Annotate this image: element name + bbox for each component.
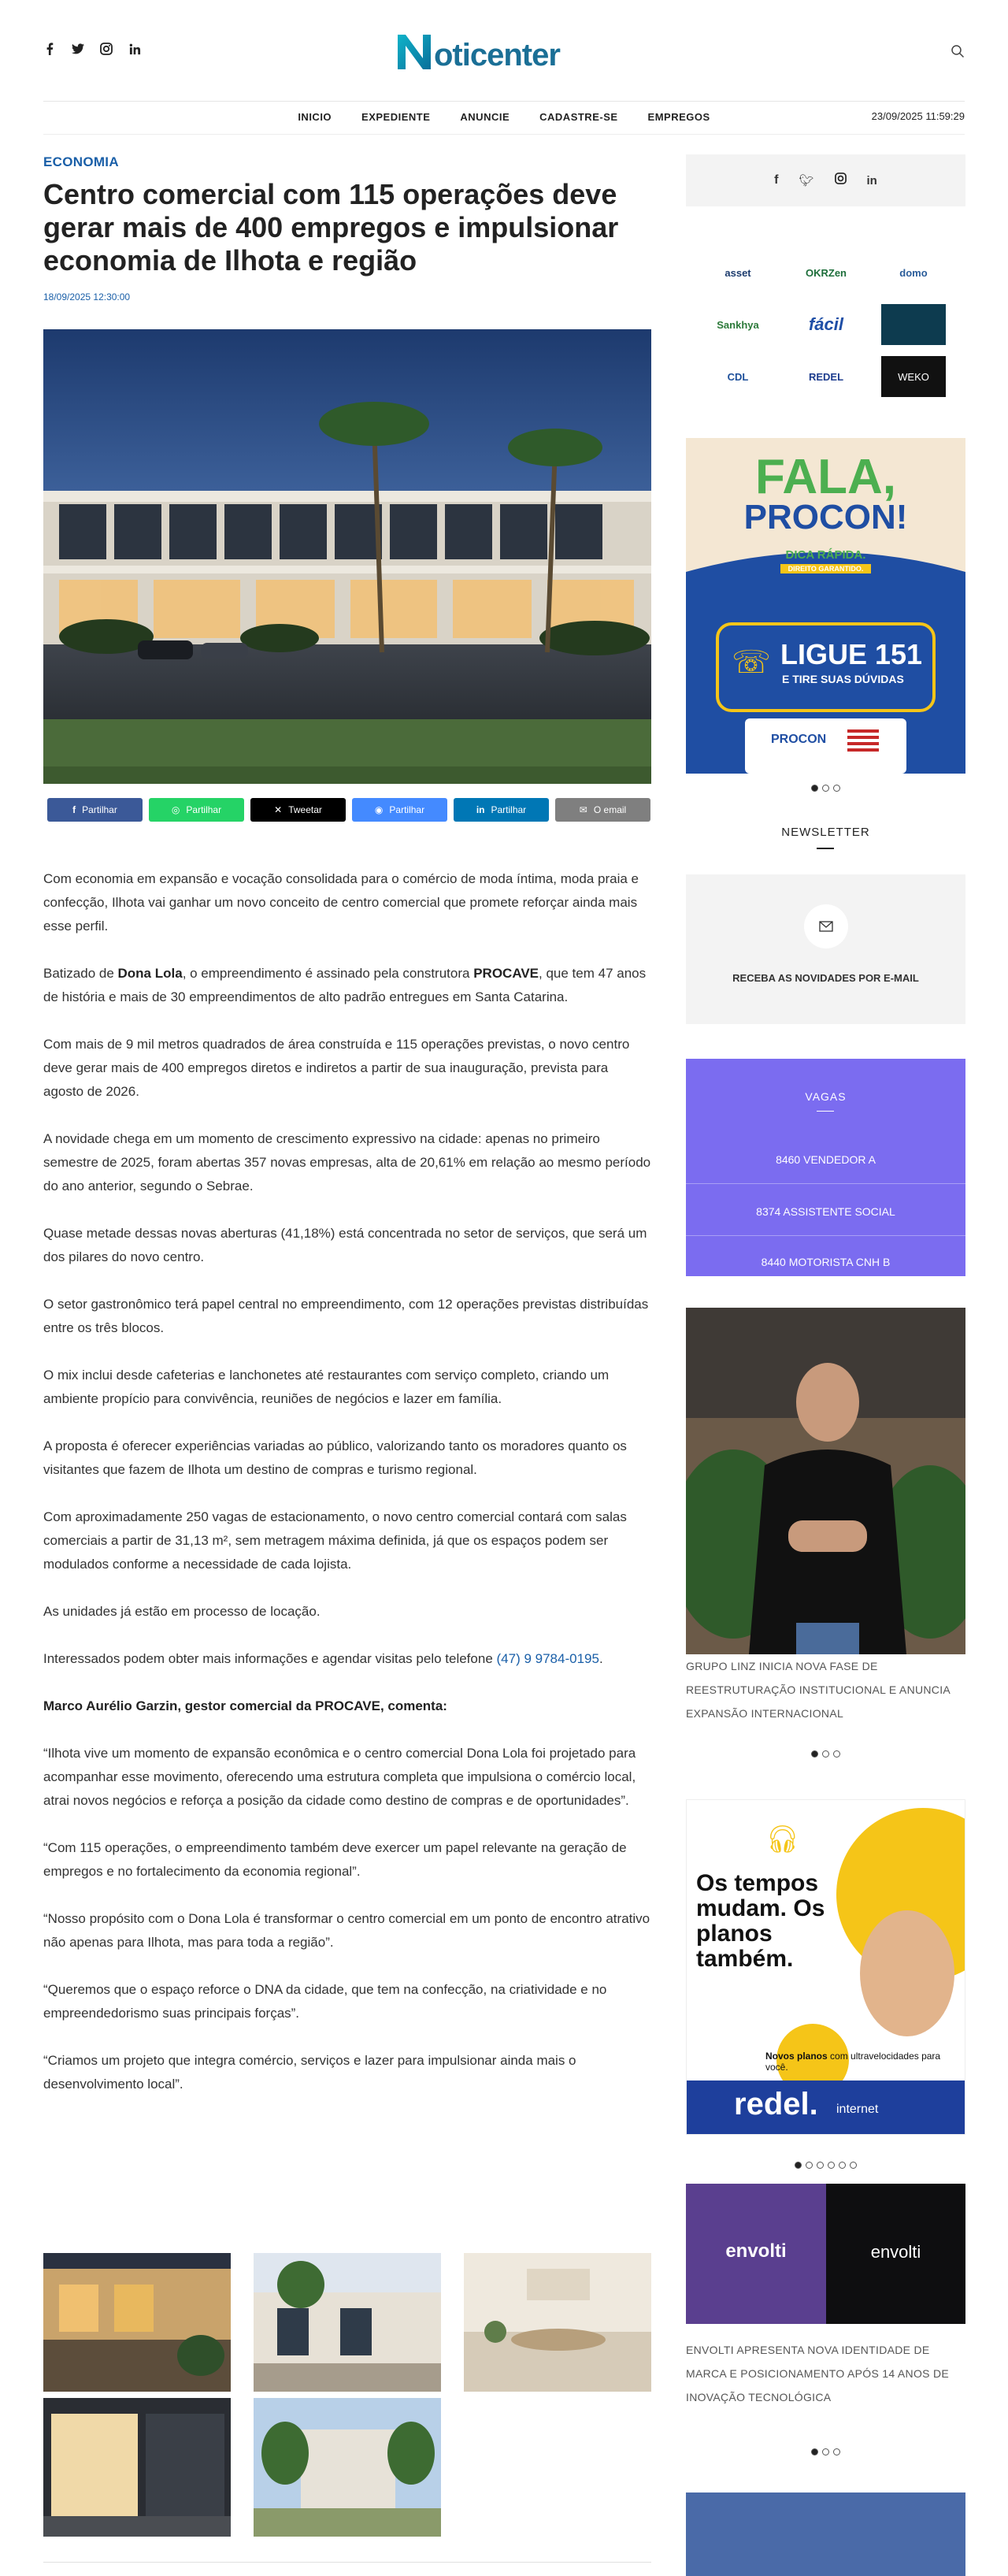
messenger-icon: ◉ bbox=[374, 804, 384, 815]
instagram-icon[interactable] bbox=[835, 173, 847, 188]
article-paragraph: A proposta é oferecer experiências variadas ao público, valorizando tanto os moradores quanto os visitantes que fazem de Ilhota um destino de compras e turismo regional. bbox=[43, 1438, 627, 1477]
email-icon: ✉ bbox=[579, 804, 587, 815]
facebook-icon[interactable]: f bbox=[774, 173, 779, 187]
newsletter-underline bbox=[817, 848, 834, 849]
text-span: , que tem 47 anos de história e mais de 30 empreendimentos de alto padrão entregues em Santa Catarina. bbox=[43, 966, 647, 1004]
story-image-envolti[interactable] bbox=[686, 2184, 965, 2324]
text-span: . bbox=[598, 1651, 603, 1666]
article-paragraph bbox=[43, 1647, 651, 1671]
job-item[interactable]: 8440 MOTORISTA CNH B bbox=[761, 1256, 891, 1268]
envolti-logo-left: envolti bbox=[725, 2240, 787, 2262]
sponsor-okrzen[interactable]: OKRZen bbox=[806, 266, 847, 279]
header-social-links bbox=[43, 43, 141, 55]
gallery-image[interactable] bbox=[464, 2253, 651, 2392]
nav-item-anuncie[interactable]: ANUNCIE bbox=[460, 111, 510, 123]
story-image-grupo-linz[interactable] bbox=[686, 1308, 965, 1654]
job-item[interactable]: 8374 ASSISTENTE SOCIAL bbox=[756, 1205, 895, 1218]
sponsor-redel[interactable]: REDEL bbox=[808, 370, 844, 383]
newsletter-box[interactable] bbox=[686, 874, 965, 1024]
sponsor-sankhya[interactable]: Sankhya bbox=[717, 318, 759, 331]
article-paragraph bbox=[43, 1694, 651, 1718]
sponsor-asset[interactable]: asset bbox=[724, 266, 751, 279]
carousel-dot[interactable] bbox=[839, 2162, 846, 2169]
main-nav bbox=[0, 110, 1008, 124]
share-messenger-label: Partilhar bbox=[389, 804, 425, 815]
share-bar bbox=[43, 798, 651, 822]
sidebar-banner-bottom[interactable] bbox=[686, 2492, 965, 2576]
story-carousel-dots bbox=[686, 1750, 965, 1758]
text-span: Interessados podem obter mais informações e agendar visitas pelo telefone bbox=[43, 1651, 497, 1666]
article-hero-image[interactable] bbox=[43, 329, 651, 784]
sponsor-weko[interactable]: WEKO bbox=[881, 356, 946, 397]
gallery-image[interactable] bbox=[43, 2398, 231, 2537]
envolti-panel-right bbox=[826, 2184, 965, 2324]
article-quote: “Queremos que o espaço reforce o DNA da cidade, que tem na confecção, na criatividade e no empreendedorismo suas principais forças”. bbox=[43, 1982, 607, 2021]
article-date: 18/09/2025 12:30:00 bbox=[43, 291, 131, 303]
search-icon[interactable] bbox=[951, 44, 965, 58]
article-body bbox=[43, 867, 651, 2096]
nav-item-expediente[interactable]: EXPEDIENTE bbox=[361, 111, 431, 123]
article-paragraph: Quase metade dessas novas aberturas (41,18%) está concentrada no setor de serviços, que será um dos pilares do novo centro. bbox=[43, 1226, 647, 1264]
sidebar bbox=[686, 154, 965, 2403]
facebook-icon: f bbox=[72, 804, 76, 815]
procon-headline-2: PROCON! bbox=[743, 498, 908, 536]
article-end-divider bbox=[43, 2562, 651, 2563]
carousel-dot[interactable] bbox=[833, 785, 840, 792]
carousel-dot[interactable] bbox=[806, 2162, 813, 2169]
job-item[interactable]: 8460 VENDEDOR A bbox=[776, 1153, 876, 1166]
sponsor-logos bbox=[706, 252, 946, 402]
carousel-dot[interactable] bbox=[850, 2162, 857, 2169]
carousel-dot[interactable] bbox=[822, 1750, 829, 1758]
article-paragraph: Com aproximadamente 250 vagas de estacionamento, o novo centro comercial contará com salas comerciais a partir de 31,13 m², sem metragem máxima definida, já que os espaços podem ser modulados conforme a necessidade de cada lojista. bbox=[43, 1509, 627, 1572]
article-paragraph: A novidade chega em um momento de crescimento expressivo na cidade: apenas no primeiro semestre de 2025, foram abertas 357 novas empresas, alta de 20,61% em relação ao mesmo período do ano anterior, segundo o Sebrae. bbox=[43, 1131, 651, 1193]
redel-subline bbox=[765, 2051, 962, 2073]
article-paragraph: Com mais de 9 mil metros quadrados de área construída e 115 operações previstas, o novo centro deve gerar mais de 400 empregos diretos e indiretos a partir de sua inauguração, prevista para agosto de 2026. bbox=[43, 1037, 630, 1099]
logo-wordmark: oticenter bbox=[434, 38, 560, 72]
job-divider bbox=[686, 1235, 965, 1236]
nav-item-inicio[interactable]: INICIO bbox=[298, 111, 332, 123]
redel-sub-bold: Novos planos bbox=[765, 2051, 828, 2062]
redel-banner[interactable] bbox=[686, 1799, 965, 2135]
article-paragraph: O setor gastronômico terá papel central no empreendimento, com 12 operações previstas distribuídas entre os três blocos. bbox=[43, 1297, 649, 1335]
nav-item-cadastre-se[interactable]: CADASTRE-SE bbox=[539, 111, 618, 123]
envolti-carousel-dots bbox=[686, 2448, 965, 2455]
carousel-dot[interactable] bbox=[811, 785, 818, 792]
newsletter-text: RECEBA AS NOVIDADES POR E-MAIL bbox=[732, 972, 919, 984]
article-paragraph: As unidades já estão em processo de locação. bbox=[43, 1604, 321, 1619]
site-header bbox=[43, 0, 965, 101]
article-paragraph bbox=[43, 962, 651, 1009]
phone-link[interactable]: (47) 9 9784-0195 bbox=[496, 1651, 599, 1666]
share-whatsapp-button[interactable] bbox=[149, 798, 244, 822]
procon-call-sub: E TIRE SUAS DÚVIDAS bbox=[782, 673, 904, 685]
article-paragraph: O mix inclui desde cafeterias e lanchonetes até restaurantes com serviço completo, criando um ambiente propício para convivência, reuniões de negócios e lazer em família. bbox=[43, 1368, 610, 1406]
share-email-button[interactable] bbox=[555, 798, 650, 822]
current-datetime: 23/09/2025 11:59:29 bbox=[871, 110, 965, 122]
linkedin-icon: in bbox=[476, 804, 485, 815]
builder-name: PROCAVE bbox=[473, 966, 539, 981]
carousel-dot[interactable] bbox=[822, 785, 829, 792]
text-span: Batizado de bbox=[43, 966, 118, 981]
story-caption-grupo-linz[interactable]: GRUPO LINZ INICIA NOVA FASE DE REESTRUTURAÇÃO INSTITUCIONAL E ANUNCIA EXPANSÃO INTERNACIONAL bbox=[686, 1660, 951, 1720]
redel-carousel-dots bbox=[686, 2162, 965, 2169]
text-span: , o empreendimento é assinado pela construtora bbox=[182, 966, 474, 981]
procon-tag-2: DIREITO GARANTIDO. bbox=[780, 564, 871, 573]
share-whatsapp-label: Partilhar bbox=[186, 804, 222, 815]
sidebar-social-links bbox=[686, 154, 965, 206]
chat-icon: ☏ bbox=[732, 645, 772, 680]
article-title: Centro comercial com 115 operações deve gerar mais de 400 empregos e impulsionar economia de Ilhota e região bbox=[43, 178, 619, 277]
nav-item-empregos[interactable]: EMPREGOS bbox=[647, 111, 710, 123]
carousel-dot[interactable] bbox=[833, 1750, 840, 1758]
twitter-icon[interactable] bbox=[72, 43, 84, 55]
flag-icon bbox=[847, 729, 879, 752]
job-divider bbox=[686, 1183, 965, 1184]
instagram-icon[interactable] bbox=[100, 43, 113, 55]
envolti-logo-right: envolti bbox=[870, 2242, 921, 2262]
site-logo[interactable] bbox=[395, 28, 615, 76]
jobs-widget bbox=[686, 1059, 965, 1276]
carousel-dot[interactable] bbox=[833, 2448, 840, 2455]
carousel-dot[interactable] bbox=[822, 2448, 829, 2455]
article-gallery bbox=[43, 2253, 651, 2544]
article-quote: “Ilhota vive um momento de expansão econômica e o centro comercial Dona Lola foi projetado para acompanhar esse movimento, oferecendo uma estrutura completa que impulsiona o comércio local, atrai novos negócios e reforça a posição da cidade como destino de compras e de oportunidades”. bbox=[43, 1746, 636, 1808]
procon-logo: PROCON bbox=[771, 733, 827, 746]
envolti-panel-left bbox=[686, 2184, 826, 2324]
share-facebook-button[interactable] bbox=[47, 798, 143, 822]
sponsor-facil[interactable]: fácil bbox=[808, 314, 844, 334]
linkedin-icon[interactable]: in bbox=[866, 173, 877, 187]
linkedin-icon[interactable] bbox=[128, 43, 141, 55]
redel-brand-sub: internet bbox=[836, 2103, 879, 2116]
sponsor-dark[interactable] bbox=[881, 304, 946, 345]
article-category[interactable]: ECONOMIA bbox=[43, 154, 119, 169]
jobs-title: VAGAS bbox=[805, 1090, 847, 1103]
gallery-image[interactable] bbox=[254, 2398, 441, 2537]
nav-divider bbox=[43, 134, 965, 135]
share-linkedin-button[interactable] bbox=[454, 798, 549, 822]
procon-headline-1: FALA, bbox=[754, 450, 897, 504]
article-paragraph: Com economia em expansão e vocação consolidada para o comércio de moda íntima, moda praia e confecção, Ilhota vai ganhar um novo conceito de centro comercial que promete reforçar ainda mais esse perfil. bbox=[43, 871, 639, 934]
share-facebook-label: Partilhar bbox=[82, 804, 117, 815]
gallery-image[interactable] bbox=[254, 2253, 441, 2392]
carousel-dot[interactable] bbox=[811, 2448, 818, 2455]
gallery-image[interactable] bbox=[43, 2253, 231, 2392]
headphones-icon: 🎧︎ bbox=[765, 1824, 800, 1854]
mail-icon bbox=[804, 904, 848, 948]
jobs-underline bbox=[817, 1111, 834, 1112]
share-messenger-button[interactable] bbox=[352, 798, 447, 822]
carousel-dot[interactable] bbox=[828, 2162, 835, 2169]
newsletter-title: NEWSLETTER bbox=[781, 826, 870, 839]
procon-banner[interactable] bbox=[686, 438, 965, 774]
redel-sub-text: com ultravelocidades para você. bbox=[765, 2051, 941, 2073]
redel-headline: Os tempos mudam. Os planos também. bbox=[696, 1870, 825, 1972]
project-name: Dona Lola bbox=[117, 966, 183, 981]
story-caption-envolti[interactable]: ENVOLTI APRESENTA NOVA IDENTIDADE DE MARCA E POSICIONAMENTO APÓS 14 ANOS DE INOVAÇÃO TECNOLÓGICA bbox=[686, 2344, 950, 2403]
header-divider bbox=[43, 101, 965, 102]
share-linkedin-label: Partilhar bbox=[491, 804, 527, 815]
twitter-icon[interactable]: 🐦︎ bbox=[799, 174, 814, 187]
quote-attribution: Marco Aurélio Garzin, gestor comercial da PROCAVE, comenta: bbox=[43, 1698, 447, 1713]
whatsapp-icon: ◎ bbox=[171, 804, 180, 815]
x-icon: ✕ bbox=[274, 804, 283, 815]
article-quote: “Criamos um projeto que integra comércio, serviços e lazer para impulsionar ainda mais o desenvolvimento local”. bbox=[43, 2053, 576, 2092]
article bbox=[43, 154, 651, 2120]
sponsor-cdl[interactable]: CDL bbox=[727, 370, 749, 383]
article-quote: “Com 115 operações, o empreendimento também deve exercer um papel relevante na geração de empregos e no fortalecimento da economia regional”. bbox=[43, 1840, 627, 1879]
redel-brand: redel. bbox=[734, 2087, 818, 2121]
procon-call: LIGUE 151 bbox=[780, 638, 923, 670]
carousel-dot[interactable] bbox=[795, 2162, 802, 2169]
procon-carousel-dots bbox=[686, 785, 965, 792]
share-email-label: O email bbox=[593, 804, 627, 815]
procon-tag-1: DICA RÁPIDA. bbox=[785, 548, 866, 562]
article-quote: “Nosso propósito com o Dona Lola é transformar o centro comercial em um ponto de encontro atrativo não apenas para Ilhota, mas para toda a região”. bbox=[43, 1911, 650, 1950]
sponsor-domo[interactable]: domo bbox=[899, 266, 928, 279]
carousel-dot[interactable] bbox=[817, 2162, 824, 2169]
share-x-button[interactable] bbox=[250, 798, 346, 822]
carousel-dot[interactable] bbox=[811, 1750, 818, 1758]
share-x-label: Tweetar bbox=[288, 804, 322, 815]
facebook-icon[interactable] bbox=[43, 43, 56, 55]
